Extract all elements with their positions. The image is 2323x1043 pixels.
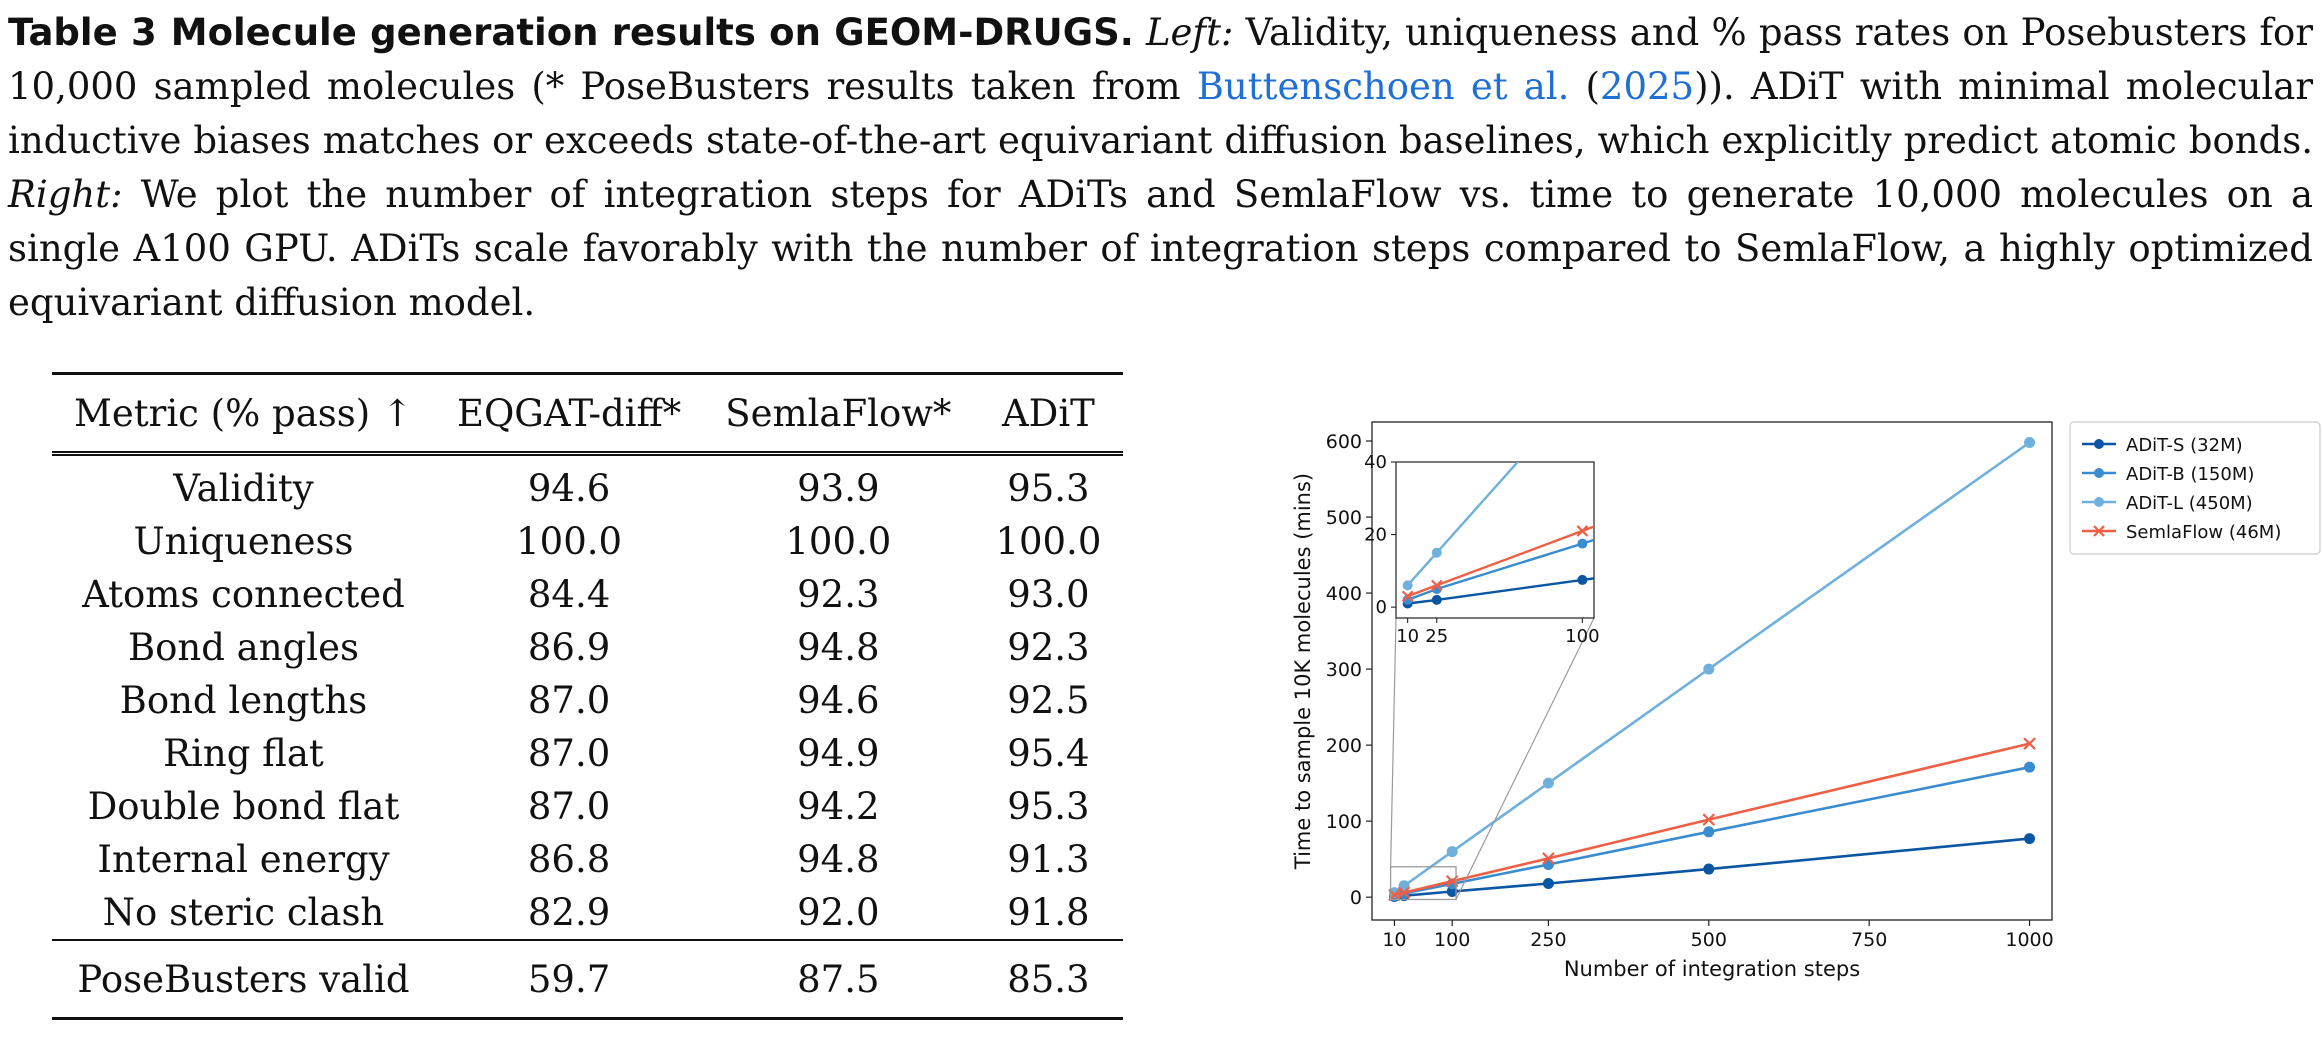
row-semla: 94.6 [797, 679, 880, 722]
header-adit: ADiT [973, 374, 1123, 454]
data-point [1543, 878, 1554, 889]
inset-y-tick-label: 20 [1364, 524, 1387, 546]
x-tick-label: 100 [1434, 929, 1471, 951]
y-tick-label: 500 [1325, 507, 1362, 530]
caption-text-1: Validity, uniqueness and % pass rates on Posebusters for 10,000 sampled molecules (* PoseBusters results taken from [8, 11, 2314, 108]
inset-x-tick-label: 25 [1425, 626, 1449, 647]
caption-text-2: )). ADiT with minimal molecular inductive biases matches or exceeds state-of-the-art equivariant diffusion baselines, which explicitly predict atomic bonds. [8, 65, 2314, 162]
y-tick-label: 100 [1325, 811, 1362, 834]
x-tick-label: 10 [1382, 929, 1407, 951]
table-row [52, 568, 1123, 621]
data-point [1703, 826, 1714, 837]
row-metric: Atoms connected [82, 573, 405, 616]
legend-label: SemlaFlow (46M) [2126, 522, 2282, 543]
row-eqgat: 86.8 [527, 838, 611, 881]
row-adit: 95.3 [1007, 467, 1090, 510]
legend-label: ADiT-S (32M) [2126, 435, 2243, 456]
results-table [52, 372, 1123, 1020]
table-row [52, 621, 1123, 674]
row-semla: 92.3 [797, 573, 880, 616]
caption-text-3: We plot the number of integration steps for ADiTs and SemlaFlow vs. time to generate 10,000 molecules on a single A100 GPU. ADiTs scale favorably with the number of integration steps compared to SemlaFlow, a highly optimized equivariant diffusion model. [8, 173, 2313, 324]
sampling-time-chart [1260, 402, 2323, 1002]
row-adit: 92.3 [1007, 626, 1090, 669]
row-metric: Uniqueness [133, 520, 354, 563]
inset-y-tick-label: 0 [1375, 597, 1387, 619]
row-adit: 93.0 [1007, 573, 1090, 616]
row-adit: 95.4 [1007, 732, 1090, 775]
y-tick-label: 600 [1325, 431, 1362, 454]
total-metric: PoseBusters valid [52, 940, 435, 1019]
inset-data-point [1432, 595, 1442, 605]
row-eqgat: 87.0 [527, 785, 611, 828]
row-metric: Bond angles [127, 626, 359, 669]
table-row [52, 833, 1123, 886]
data-point [2024, 762, 2035, 773]
row-metric: No steric clash [102, 891, 385, 934]
row-adit: 95.3 [1007, 785, 1090, 828]
y-tick-label: 200 [1325, 735, 1362, 758]
table-header-row [52, 374, 1123, 454]
inset-data-point [1577, 539, 1587, 549]
data-point [1543, 778, 1554, 789]
row-semla: 100.0 [785, 520, 892, 563]
row-eqgat: 84.4 [527, 573, 611, 616]
total-semla: 87.5 [703, 940, 973, 1019]
row-semla: 94.8 [797, 838, 880, 881]
total-eqgat: 59.7 [435, 940, 703, 1019]
header-metric: Metric (% pass) ↑ [52, 374, 435, 454]
caption-left-label: Left: [1145, 11, 1234, 54]
row-eqgat: 100.0 [516, 520, 623, 563]
caption-label: Table 3 [8, 11, 157, 54]
inset-y-tick-label: 40 [1364, 452, 1387, 473]
x-tick-label: 1000 [2005, 929, 2054, 951]
citation-link-authors[interactable]: Buttenschoen et al. [1196, 65, 1570, 108]
data-point [2024, 437, 2035, 448]
legend-label: ADiT-B (150M) [2126, 464, 2255, 485]
legend-marker [2094, 468, 2104, 478]
data-point [1703, 664, 1714, 675]
row-eqgat: 86.9 [527, 626, 611, 669]
table-row [52, 674, 1123, 727]
table-row [52, 515, 1123, 568]
row-metric: Double bond flat [87, 785, 400, 828]
table-row [52, 780, 1123, 833]
row-metric: Bond lengths [119, 679, 368, 722]
row-metric: Internal energy [97, 838, 390, 881]
inset-data-point [1577, 575, 1587, 585]
y-tick-label: 400 [1325, 583, 1362, 606]
table-caption [8, 6, 2313, 330]
data-point [1543, 859, 1554, 870]
row-semla: 92.0 [797, 891, 880, 934]
inset-frame [1396, 462, 1594, 618]
x-tick-label: 250 [1530, 929, 1567, 951]
table-row [52, 454, 1123, 516]
inset-data-point [1432, 548, 1442, 558]
row-eqgat: 87.0 [527, 679, 611, 722]
caption-title: Molecule generation results on GEOM-DRUGS. [170, 11, 1134, 54]
table-row [52, 727, 1123, 780]
row-eqgat: 82.9 [527, 891, 611, 934]
row-semla: 94.2 [797, 785, 880, 828]
row-metric: Validity [173, 467, 314, 510]
caption-right-label: Right: [8, 173, 123, 216]
inset-x-tick-label: 100 [1565, 626, 1600, 647]
citation-link-year[interactable]: 2025 [1599, 65, 1695, 108]
row-adit: 91.8 [1007, 891, 1090, 934]
row-eqgat: 87.0 [527, 732, 611, 775]
legend-marker [2094, 439, 2104, 449]
x-tick-label: 500 [1690, 929, 1727, 951]
inset-x-tick-label: 10 [1396, 626, 1420, 647]
header-eqgat: EQGAT-diff* [435, 374, 703, 454]
y-tick-label: 0 [1349, 887, 1362, 910]
total-adit: 85.3 [973, 940, 1123, 1019]
row-semla: 94.8 [797, 626, 880, 669]
data-point [1703, 864, 1714, 875]
x-axis-label: Number of integration steps [1563, 957, 1861, 981]
y-axis-label: Time to sample 10K molecules (mins) [1291, 472, 1315, 870]
table-total-row [52, 940, 1123, 1019]
row-eqgat: 94.6 [527, 467, 611, 510]
row-metric: Ring flat [163, 732, 324, 775]
row-adit: 91.3 [1007, 838, 1090, 881]
row-adit: 92.5 [1007, 679, 1090, 722]
table-row [52, 886, 1123, 940]
data-point [1447, 846, 1458, 857]
data-point [2024, 833, 2035, 844]
row-semla: 94.9 [797, 732, 880, 775]
legend-marker [2094, 497, 2104, 507]
row-semla: 93.9 [797, 467, 880, 510]
x-tick-label: 750 [1851, 929, 1888, 951]
header-semlaflow: SemlaFlow* [703, 374, 973, 454]
inset-data-point [1403, 580, 1413, 590]
row-adit: 100.0 [995, 520, 1102, 563]
caption-cite-open: ( [1569, 65, 1600, 108]
legend-label: ADiT-L (450M) [2126, 493, 2253, 514]
chart-svg [1260, 402, 2323, 1002]
y-tick-label: 300 [1325, 659, 1362, 682]
